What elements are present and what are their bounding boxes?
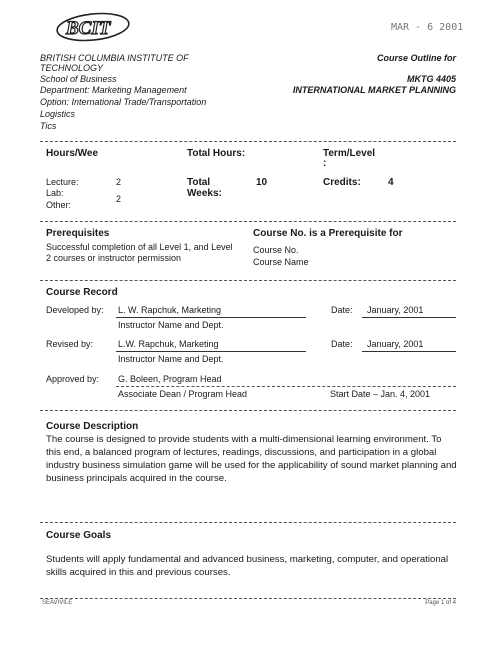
- lecture-label: Lecture:: [46, 177, 79, 187]
- signature-line: [116, 351, 306, 352]
- prerequisites-heading: Prerequisites: [46, 228, 110, 239]
- institute-name-line2: TECHNOLOGY: [40, 63, 104, 73]
- footer-divider: [40, 598, 456, 599]
- option-name-line3: Tics: [40, 121, 57, 131]
- approved-by-label: Approved by:: [46, 374, 100, 384]
- prerequisites-text-line1: Successful completion of all Level 1, and Level: [46, 242, 233, 252]
- term-level-label: Term/Level: [323, 148, 376, 159]
- course-code: MKTG 4405: [406, 74, 456, 84]
- credits-label: Credits:: [323, 177, 361, 188]
- course-description-heading: Course Description: [46, 421, 139, 432]
- total-weeks-label-1: Total: [187, 177, 211, 188]
- lecture-value: 2: [116, 177, 122, 187]
- hours-week-label: Hours/Wee: [46, 148, 99, 159]
- course-goals-heading: Course Goals: [46, 530, 112, 541]
- developed-date-label: Date:: [331, 305, 353, 315]
- approved-by-value: G. Boleen, Program Head: [118, 374, 222, 384]
- divider: [40, 522, 456, 523]
- other-label: Other:: [46, 200, 72, 210]
- course-name-label: Course Name: [253, 257, 309, 267]
- department-name: Department: Marketing Management: [40, 85, 187, 95]
- prerequisites-text-line2: 2 courses or instructor permission: [46, 253, 182, 263]
- revised-date-value: January, 2001: [367, 339, 424, 349]
- outline-label: Course Outline for: [376, 53, 456, 63]
- page-number: Page 1 of 4: [425, 600, 456, 606]
- approved-by-caption: Associate Dean / Program Head: [118, 389, 248, 399]
- course-goals-text: Students will apply fundamental and advanced business, marketing, computer, and operational skills acquired in this and previous courses.: [46, 554, 449, 578]
- total-hours-label: Total Hours:: [187, 148, 246, 159]
- revised-by-value: L.W. Rapchuk, Marketing: [118, 339, 219, 349]
- divider: [40, 280, 456, 281]
- option-name-line2: Logistics: [40, 109, 76, 119]
- course-description-text: The course is designed to provide students with a multi-dimensional learning environment. To this end, a balanced program of lectures, readings, discussions, and participation in a global industry business simulation game will be used for the applicability of sound market planning and business principals acquired in the course.: [46, 434, 457, 484]
- developed-by-label: Developed by:: [46, 305, 104, 315]
- total-weeks-label-2: Weeks:: [187, 188, 222, 199]
- revised-by-caption: Instructor Name and Dept.: [118, 354, 224, 364]
- bcit-logo: [54, 10, 132, 44]
- date-line: [362, 317, 456, 318]
- date-line: [362, 351, 456, 352]
- received-date-stamp: MAR - 6 2001: [391, 22, 464, 33]
- term-level-colon: :: [323, 158, 327, 169]
- developed-by-caption: Instructor Name and Dept.: [118, 320, 224, 330]
- course-no-label: Course No.: [253, 245, 299, 255]
- signature-line: [116, 386, 456, 387]
- lab-value: 2: [116, 194, 122, 204]
- developed-date-value: January, 2001: [367, 305, 424, 315]
- total-weeks-value: 10: [256, 177, 268, 188]
- revised-by-label: Revised by:: [46, 339, 94, 349]
- footer-left: SEAVIVILE: [42, 600, 73, 606]
- option-name: Option: International Trade/Transportation: [40, 97, 207, 107]
- start-date: Start Date – Jan. 4, 2001: [330, 389, 431, 399]
- is-prerequisite-heading: Course No. is a Prerequisite for: [253, 228, 403, 239]
- revised-date-label: Date:: [331, 339, 353, 349]
- lab-label: Lab:: [46, 188, 64, 198]
- divider: [40, 141, 456, 142]
- credits-value: 4: [388, 177, 394, 188]
- developed-by-value: L. W. Rapchuk, Marketing: [118, 305, 222, 315]
- school-name: School of Business: [40, 74, 117, 84]
- institute-name-line1: BRITISH COLUMBIA INSTITUTE OF: [40, 53, 189, 63]
- course-record-heading: Course Record: [46, 287, 118, 298]
- divider: [40, 221, 456, 222]
- divider: [40, 410, 456, 411]
- course-title: INTERNATIONAL MARKET PLANNING: [292, 85, 456, 95]
- signature-line: [116, 317, 306, 318]
- svg-text:BCIT: BCIT: [66, 18, 111, 39]
